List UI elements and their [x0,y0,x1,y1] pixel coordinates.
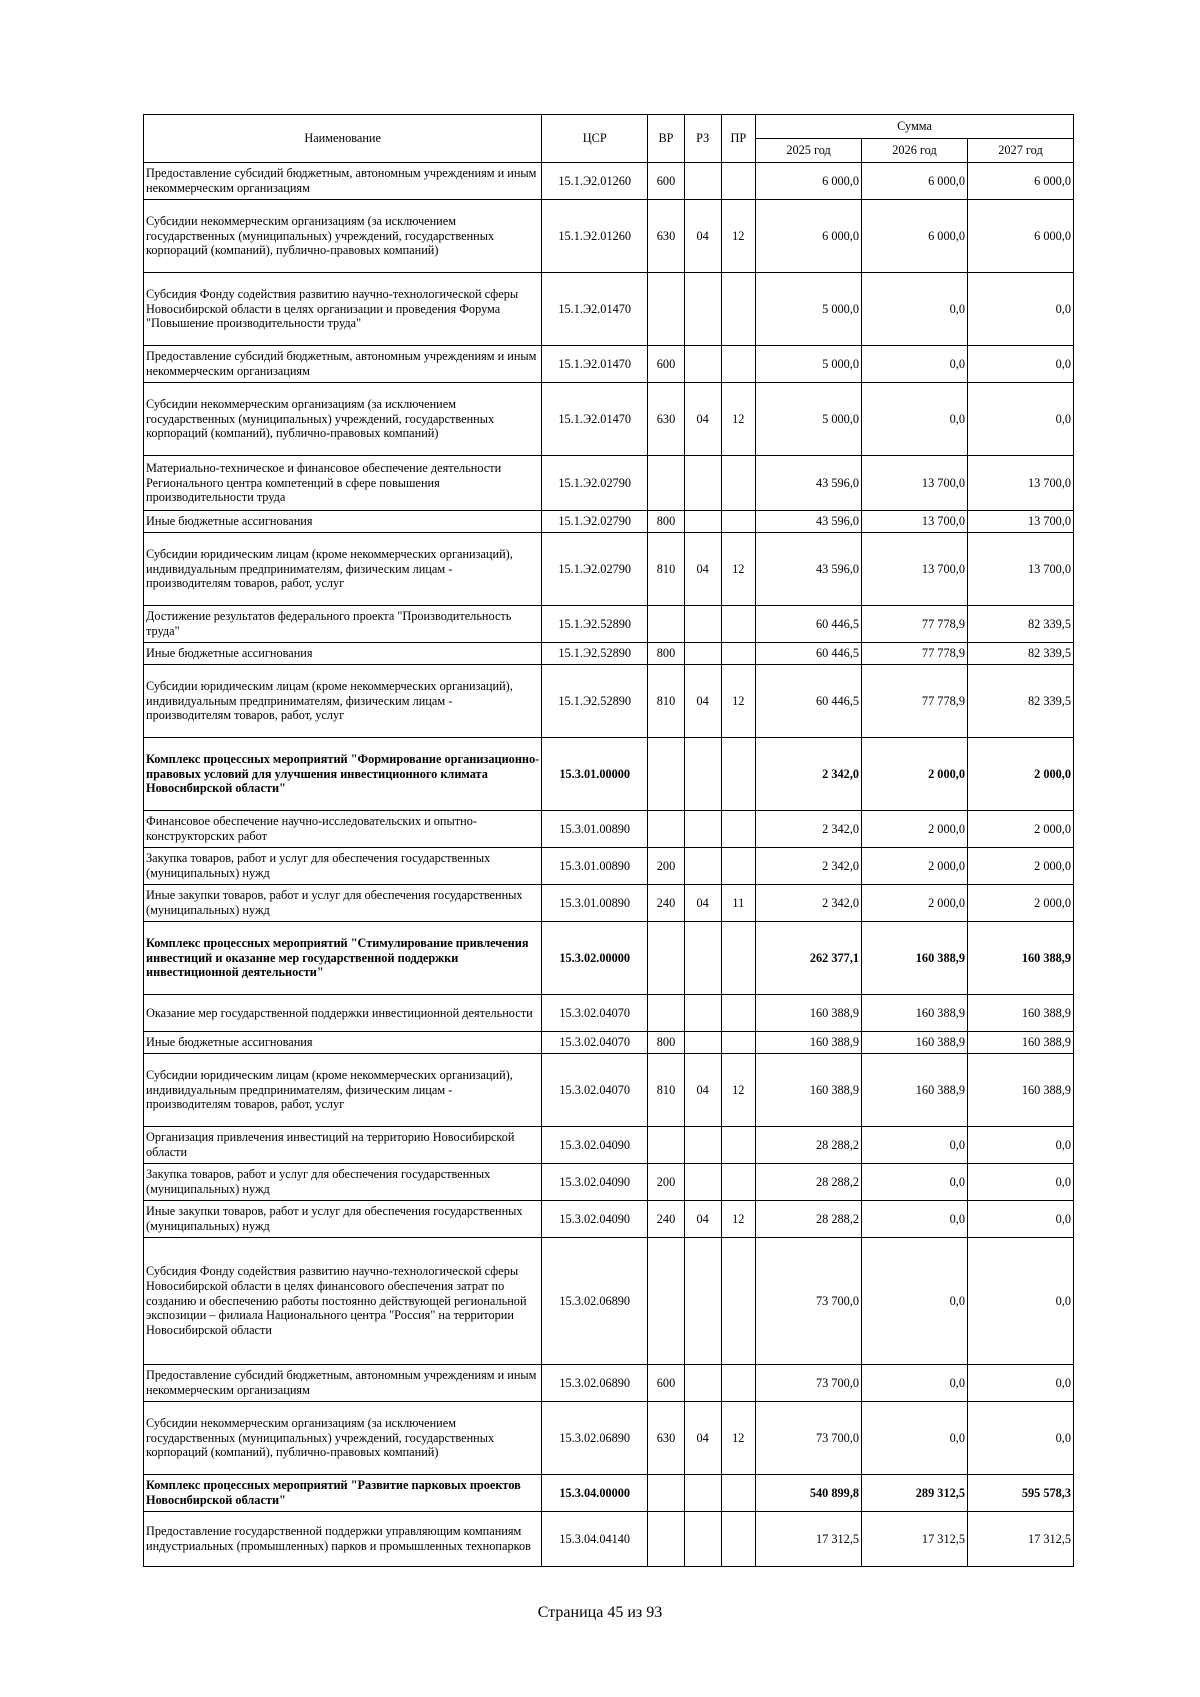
row-csr: 15.1.Э2.52890 [542,643,648,665]
row-csr: 15.3.04.04140 [542,1512,648,1567]
row-pr [721,346,756,383]
row-csr: 15.3.01.00890 [542,885,648,922]
row-amount-2025: 160 388,9 [756,1032,862,1054]
row-rz [684,606,721,643]
row-amount-2025: 28 288,2 [756,1164,862,1201]
row-amount-2025: 5 000,0 [756,383,862,456]
row-amount-2027: 6 000,0 [967,163,1073,200]
row-rz [684,273,721,346]
row-csr: 15.1.Э2.02790 [542,456,648,511]
row-name: Субсидии юридическим лицам (кроме некоммерческих организаций), индивидуальным предпринимателям, физическим лицам - производителям товаров, работ, услуг [144,665,542,738]
row-amount-2027: 0,0 [967,383,1073,456]
row-amount-2027: 0,0 [967,1238,1073,1365]
row-amount-2027: 6 000,0 [967,200,1073,273]
row-vr: 800 [648,643,685,665]
row-pr [721,1127,756,1164]
row-amount-2027: 2 000,0 [967,811,1073,848]
table-row [144,665,1074,738]
table-row [144,1512,1074,1567]
row-rz [684,811,721,848]
row-amount-2026: 17 312,5 [862,1512,968,1567]
row-amount-2025: 73 700,0 [756,1238,862,1365]
row-pr [721,1475,756,1512]
row-amount-2027: 2 000,0 [967,848,1073,885]
row-amount-2026: 0,0 [862,273,968,346]
row-amount-2027: 595 578,3 [967,1475,1073,1512]
row-amount-2026: 160 388,9 [862,1054,968,1127]
table-row [144,200,1074,273]
header-year-2027: 2027 год [967,139,1073,163]
row-amount-2027: 82 339,5 [967,665,1073,738]
row-csr: 15.1.Э2.01260 [542,163,648,200]
row-name: Субсидии некоммерческим организациям (за исключением государственных (муниципальных) учреждений, государственных корпораций (компаний), публично-правовых компаний) [144,1402,542,1475]
table-row [144,738,1074,811]
row-amount-2025: 2 342,0 [756,738,862,811]
row-amount-2025: 5 000,0 [756,346,862,383]
row-pr [721,456,756,511]
row-name: Достижение результатов федерального проекта "Производительность труда" [144,606,542,643]
row-amount-2027: 0,0 [967,1402,1073,1475]
row-rz [684,848,721,885]
row-pr [721,1365,756,1402]
row-csr: 15.3.02.04090 [542,1127,648,1164]
header-year-2025: 2025 год [756,139,862,163]
row-csr: 15.3.02.04070 [542,995,648,1032]
row-amount-2026: 77 778,9 [862,665,968,738]
row-amount-2025: 160 388,9 [756,1054,862,1127]
row-name: Материально-техническое и финансовое обеспечение деятельности Регионального центра компетенций в сфере повышения производительности труда [144,456,542,511]
table-row [144,643,1074,665]
row-rz [684,643,721,665]
row-pr: 12 [721,1402,756,1475]
row-vr [648,811,685,848]
row-amount-2026: 13 700,0 [862,533,968,606]
row-pr: 12 [721,1201,756,1238]
row-rz [684,1164,721,1201]
row-amount-2027: 0,0 [967,1365,1073,1402]
row-amount-2027: 160 388,9 [967,995,1073,1032]
row-csr: 15.3.02.04070 [542,1054,648,1127]
table-row [144,606,1074,643]
row-csr: 15.1.Э2.01470 [542,346,648,383]
header-csr: ЦСР [542,115,648,163]
row-amount-2025: 28 288,2 [756,1201,862,1238]
row-vr: 810 [648,533,685,606]
row-rz: 04 [684,200,721,273]
row-csr: 15.1.Э2.52890 [542,665,648,738]
row-pr [721,1238,756,1365]
table-row [144,273,1074,346]
table-row [144,848,1074,885]
row-amount-2027: 2 000,0 [967,885,1073,922]
row-csr: 15.1.Э2.02790 [542,533,648,606]
row-name: Предоставление субсидий бюджетным, автономным учреждениям и иным некоммерческим организациям [144,163,542,200]
header-vr: ВР [648,115,685,163]
row-amount-2025: 60 446,5 [756,643,862,665]
row-amount-2026: 2 000,0 [862,885,968,922]
row-csr: 15.3.02.06890 [542,1238,648,1365]
row-amount-2025: 60 446,5 [756,665,862,738]
budget-table [143,114,1074,1567]
row-pr: 11 [721,885,756,922]
row-amount-2026: 2 000,0 [862,811,968,848]
row-vr: 240 [648,885,685,922]
row-rz: 04 [684,383,721,456]
header-year-2026: 2026 год [862,139,968,163]
row-amount-2025: 262 377,1 [756,922,862,995]
row-amount-2026: 0,0 [862,346,968,383]
row-vr: 600 [648,346,685,383]
row-amount-2027: 13 700,0 [967,456,1073,511]
table-row [144,1475,1074,1512]
row-name: Финансовое обеспечение научно-исследовательских и опытно-конструкторских работ [144,811,542,848]
table-row [144,1365,1074,1402]
row-name: Иные закупки товаров, работ и услуг для обеспечения государственных (муниципальных) нужд [144,885,542,922]
row-pr [721,848,756,885]
row-rz [684,511,721,533]
table-row [144,1164,1074,1201]
row-csr: 15.3.01.00000 [542,738,648,811]
row-pr: 12 [721,1054,756,1127]
row-name: Субсидия Фонду содействия развитию научно-технологической сферы Новосибирской области в целях организации и проведения Форума "Повышение производительности труда" [144,273,542,346]
row-name: Субсидии некоммерческим организациям (за исключением государственных (муниципальных) учреждений, государственных корпораций (компаний), публично-правовых компаний) [144,200,542,273]
row-amount-2025: 2 342,0 [756,811,862,848]
table-body [144,163,1074,1567]
row-rz [684,163,721,200]
row-csr: 15.1.Э2.52890 [542,606,648,643]
table-row [144,1402,1074,1475]
row-vr [648,738,685,811]
row-vr: 200 [648,1164,685,1201]
row-amount-2025: 6 000,0 [756,200,862,273]
row-pr [721,511,756,533]
row-amount-2027: 0,0 [967,346,1073,383]
row-pr: 12 [721,665,756,738]
row-csr: 15.1.Э2.02790 [542,511,648,533]
row-pr: 12 [721,533,756,606]
row-csr: 15.3.02.06890 [542,1365,648,1402]
table-row [144,456,1074,511]
table-row [144,922,1074,995]
header-rz: РЗ [684,115,721,163]
row-csr: 15.3.01.00890 [542,811,648,848]
row-vr [648,606,685,643]
row-pr [721,1164,756,1201]
row-csr: 15.3.04.00000 [542,1475,648,1512]
row-amount-2027: 82 339,5 [967,643,1073,665]
row-amount-2026: 0,0 [862,1164,968,1201]
row-vr [648,1238,685,1365]
row-pr [721,738,756,811]
row-amount-2026: 160 388,9 [862,1032,968,1054]
row-name: Субсидии некоммерческим организациям (за исключением государственных (муниципальных) учреждений, государственных корпораций (компаний), публично-правовых компаний) [144,383,542,456]
table-row [144,511,1074,533]
row-name: Субсидии юридическим лицам (кроме некоммерческих организаций), индивидуальным предпринимателям, физическим лицам - производителям товаров, работ, услуг [144,1054,542,1127]
row-pr [721,922,756,995]
row-amount-2026: 0,0 [862,383,968,456]
row-amount-2025: 17 312,5 [756,1512,862,1567]
row-amount-2026: 2 000,0 [862,738,968,811]
row-name: Субсидии юридическим лицам (кроме некоммерческих организаций), индивидуальным предпринимателям, физическим лицам - производителям товаров, работ, услуг [144,533,542,606]
row-amount-2026: 13 700,0 [862,456,968,511]
row-amount-2025: 160 388,9 [756,995,862,1032]
row-rz [684,1032,721,1054]
row-amount-2027: 160 388,9 [967,1032,1073,1054]
row-amount-2026: 160 388,9 [862,995,968,1032]
table-row [144,1054,1074,1127]
table-row [144,533,1074,606]
row-amount-2025: 60 446,5 [756,606,862,643]
row-amount-2027: 13 700,0 [967,511,1073,533]
row-rz: 04 [684,1054,721,1127]
row-rz [684,1475,721,1512]
row-csr: 15.3.02.00000 [542,922,648,995]
row-csr: 15.3.02.04090 [542,1164,648,1201]
row-vr [648,1127,685,1164]
table-row [144,163,1074,200]
row-pr [721,643,756,665]
row-vr: 800 [648,511,685,533]
row-vr [648,922,685,995]
row-name: Комплекс процессных мероприятий "Стимулирование привлечения инвестиций и оказание мер государственной поддержки инвестиционной деятельности" [144,922,542,995]
row-name: Иные бюджетные ассигнования [144,511,542,533]
row-amount-2025: 2 342,0 [756,885,862,922]
row-amount-2025: 5 000,0 [756,273,862,346]
row-amount-2025: 43 596,0 [756,533,862,606]
row-rz: 04 [684,1402,721,1475]
row-csr: 15.3.02.04090 [542,1201,648,1238]
row-csr: 15.3.01.00890 [542,848,648,885]
row-amount-2026: 0,0 [862,1201,968,1238]
row-rz [684,346,721,383]
row-pr [721,1032,756,1054]
row-amount-2027: 0,0 [967,1127,1073,1164]
row-rz [684,1127,721,1164]
row-name: Закупка товаров, работ и услуг для обеспечения государственных (муниципальных) нужд [144,848,542,885]
row-vr: 630 [648,200,685,273]
row-amount-2025: 73 700,0 [756,1365,862,1402]
row-rz [684,922,721,995]
row-amount-2027: 82 339,5 [967,606,1073,643]
row-rz: 04 [684,533,721,606]
row-pr [721,995,756,1032]
row-amount-2026: 77 778,9 [862,643,968,665]
row-amount-2026: 6 000,0 [862,200,968,273]
header-sum: Сумма [756,115,1074,139]
row-pr: 12 [721,383,756,456]
row-amount-2026: 0,0 [862,1127,968,1164]
row-vr: 600 [648,1365,685,1402]
row-csr: 15.1.Э2.01260 [542,200,648,273]
row-pr [721,273,756,346]
row-csr: 15.1.Э2.01470 [542,383,648,456]
row-rz: 04 [684,1201,721,1238]
row-vr: 810 [648,1054,685,1127]
row-rz [684,995,721,1032]
row-amount-2027: 0,0 [967,273,1073,346]
row-vr: 240 [648,1201,685,1238]
row-rz [684,1512,721,1567]
row-amount-2026: 160 388,9 [862,922,968,995]
header-name: Наименование [144,115,542,163]
row-amount-2025: 73 700,0 [756,1402,862,1475]
row-amount-2027: 2 000,0 [967,738,1073,811]
row-amount-2026: 0,0 [862,1238,968,1365]
table-header [144,115,1074,163]
row-name: Иные бюджетные ассигнования [144,1032,542,1054]
row-vr: 600 [648,163,685,200]
row-amount-2026: 2 000,0 [862,848,968,885]
row-amount-2025: 43 596,0 [756,511,862,533]
row-amount-2027: 0,0 [967,1201,1073,1238]
row-pr [721,606,756,643]
row-name: Предоставление государственной поддержки управляющим компаниям индустриальных (промышленных) парков и промышленных технопарков [144,1512,542,1567]
row-rz: 04 [684,885,721,922]
row-pr [721,163,756,200]
row-vr: 200 [648,848,685,885]
row-amount-2026: 77 778,9 [862,606,968,643]
row-amount-2027: 17 312,5 [967,1512,1073,1567]
row-amount-2027: 160 388,9 [967,922,1073,995]
table-row [144,1127,1074,1164]
row-vr: 630 [648,1402,685,1475]
row-vr [648,1475,685,1512]
table-row [144,346,1074,383]
row-amount-2026: 6 000,0 [862,163,968,200]
row-rz [684,1238,721,1365]
row-amount-2027: 13 700,0 [967,533,1073,606]
row-vr: 630 [648,383,685,456]
row-rz [684,738,721,811]
row-name: Предоставление субсидий бюджетным, автономным учреждениям и иным некоммерческим организациям [144,1365,542,1402]
row-amount-2025: 28 288,2 [756,1127,862,1164]
table-row [144,885,1074,922]
row-amount-2025: 2 342,0 [756,848,862,885]
row-pr [721,1512,756,1567]
row-rz [684,1365,721,1402]
table-row [144,1032,1074,1054]
row-amount-2027: 160 388,9 [967,1054,1073,1127]
row-amount-2026: 13 700,0 [862,511,968,533]
row-name: Оказание мер государственной поддержки инвестиционной деятельности [144,995,542,1032]
row-csr: 15.3.02.06890 [542,1402,648,1475]
page-number: Страница 45 из 93 [537,1604,663,1621]
row-vr: 800 [648,1032,685,1054]
row-pr: 12 [721,200,756,273]
row-amount-2027: 0,0 [967,1164,1073,1201]
row-vr [648,995,685,1032]
row-name: Субсидия Фонду содействия развитию научно-технологической сферы Новосибирской области в целях финансового обеспечения затрат по созданию и обеспечению работы постоянно действующей региональной экспозиции – филиала Национального центра "Россия" на территории Новосибирской области [144,1238,542,1365]
row-name: Закупка товаров, работ и услуг для обеспечения государственных (муниципальных) нужд [144,1164,542,1201]
row-amount-2026: 289 312,5 [862,1475,968,1512]
row-vr [648,273,685,346]
row-name: Комплекс процессных мероприятий "Формирование организационно-правовых условий для улучшения инвестиционного климата Новосибирской области" [144,738,542,811]
row-amount-2026: 0,0 [862,1365,968,1402]
row-name: Предоставление субсидий бюджетным, автономным учреждениям и иным некоммерческим организациям [144,346,542,383]
row-vr [648,1512,685,1567]
row-csr: 15.1.Э2.01470 [542,273,648,346]
row-vr [648,456,685,511]
row-amount-2026: 0,0 [862,1402,968,1475]
header-pr: ПР [721,115,756,163]
table-row [144,995,1074,1032]
table-row [144,1201,1074,1238]
row-amount-2025: 6 000,0 [756,163,862,200]
row-csr: 15.3.02.04070 [542,1032,648,1054]
row-name: Организация привлечения инвестиций на территорию Новосибирской области [144,1127,542,1164]
row-rz: 04 [684,665,721,738]
row-amount-2025: 43 596,0 [756,456,862,511]
row-rz [684,456,721,511]
table-row [144,1238,1074,1365]
row-name: Комплекс процессных мероприятий "Развитие парковых проектов Новосибирской области" [144,1475,542,1512]
row-pr [721,811,756,848]
row-name: Иные бюджетные ассигнования [144,643,542,665]
row-vr: 810 [648,665,685,738]
row-amount-2025: 540 899,8 [756,1475,862,1512]
table-row [144,383,1074,456]
row-name: Иные закупки товаров, работ и услуг для обеспечения государственных (муниципальных) нужд [144,1201,542,1238]
table-row [144,811,1074,848]
